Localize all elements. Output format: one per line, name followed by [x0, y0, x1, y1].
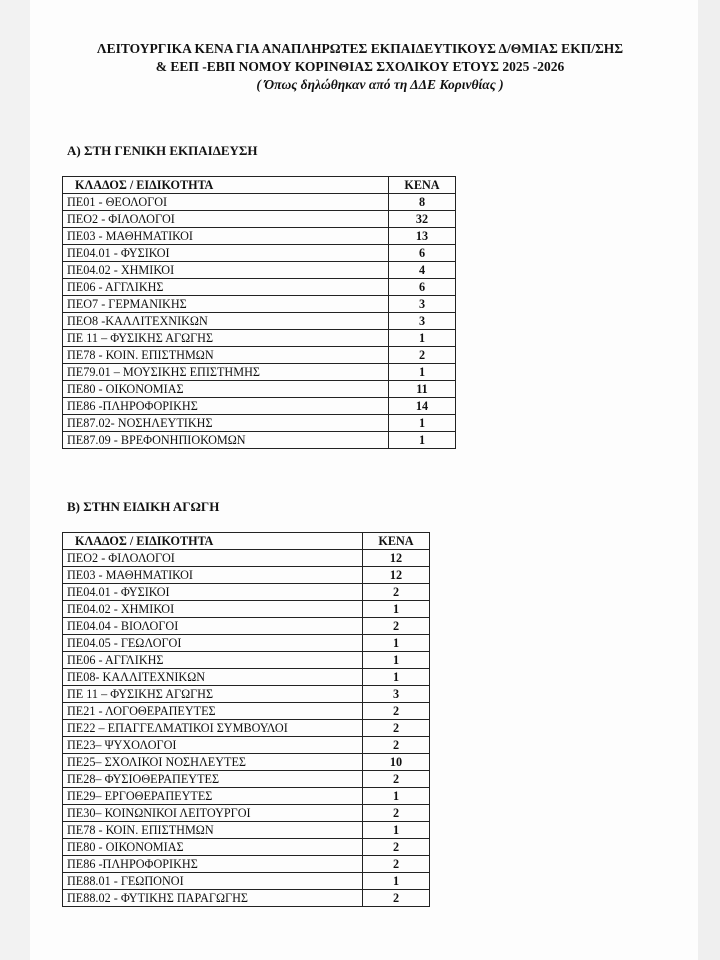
- vacancies-cell: 1: [389, 364, 456, 381]
- table-row: [63, 194, 456, 211]
- table-row: [63, 364, 456, 381]
- specialty-cell: ΠΕ86 -ΠΛΗΡΟΦΟΡΙΚΗΣ: [63, 856, 363, 873]
- table-row: [63, 737, 430, 754]
- table-row: [63, 567, 430, 584]
- vacancies-cell: 1: [363, 873, 430, 890]
- specialty-cell: ΠΕ30– ΚΟΙΝΩΝΙΚΟΙ ΛΕΙΤΟΥΡΓΟΙ: [63, 805, 363, 822]
- table-row: [63, 381, 456, 398]
- specialty-cell: ΠΕ01 - ΘΕΟΛΟΓΟΙ: [63, 194, 389, 211]
- table-row: [63, 584, 430, 601]
- specialty-cell: ΠΕ78 - ΚΟΙΝ. ΕΠΙΣΤΗΜΩΝ: [63, 822, 363, 839]
- specialty-cell: ΠΕ86 -ΠΛΗΡΟΦΟΡΙΚΗΣ: [63, 398, 389, 415]
- specialty-cell: ΠΕ22 – ΕΠΑΓΓΕΛΜΑΤΙΚΟΙ ΣΥΜΒΟΥΛΟΙ: [63, 720, 363, 737]
- specialty-cell: ΠΕ23– ΨΥΧΟΛΟΓΟΙ: [63, 737, 363, 754]
- vacancies-cell: 3: [363, 686, 430, 703]
- specialty-cell: ΠΕ06 - ΑΓΓΛΙΚΗΣ: [63, 652, 363, 669]
- header-line-3: ( Όπως δηλώθηκαν από τη ΔΔΕ Κορινθίας ): [256, 77, 504, 92]
- specialty-cell: ΠΕ21 - ΛΟΓΟΘΕΡΑΠΕΥΤΕΣ: [63, 703, 363, 720]
- table-row: [63, 652, 430, 669]
- vacancies-cell: 2: [363, 771, 430, 788]
- specialty-cell: ΠΕ 11 – ΦΥΣΙΚΗΣ ΑΓΩΓΗΣ: [63, 330, 389, 347]
- table-row: [63, 720, 430, 737]
- table-row: [63, 211, 456, 228]
- vacancies-cell: 1: [389, 432, 456, 449]
- vacancies-cell: 14: [389, 398, 456, 415]
- table-header-row: [63, 533, 430, 550]
- table-row: [63, 618, 430, 635]
- table-row: [63, 415, 456, 432]
- vacancies-cell: 6: [389, 279, 456, 296]
- vacancies-cell: 1: [363, 788, 430, 805]
- specialty-cell: ΠΕ28– ΦΥΣΙΟΘΕΡΑΠΕΥΤΕΣ: [63, 771, 363, 788]
- table-row: [63, 805, 430, 822]
- vacancies-cell: 2: [363, 618, 430, 635]
- vacancies-cell: 12: [363, 550, 430, 567]
- specialty-cell: ΠΕ03 - ΜΑΘΗΜΑΤΙΚΟΙ: [63, 228, 389, 245]
- specialty-cell: ΠΕΟ2 - ΦΙΛΟΛΟΓΟΙ: [63, 550, 363, 567]
- vacancies-cell: 3: [389, 313, 456, 330]
- specialty-cell: ΠΕ80 - ΟΙΚΟΝΟΜΙΑΣ: [63, 381, 389, 398]
- table-row: [63, 245, 456, 262]
- vacancies-cell: 1: [363, 652, 430, 669]
- table-row: [63, 771, 430, 788]
- specialty-cell: ΠΕ88.01 - ΓΕΩΠΟΝΟΙ: [63, 873, 363, 890]
- table-row: [63, 262, 456, 279]
- specialty-cell: ΠΕ25– ΣΧΟΛΙΚΟΙ ΝΟΣΗΛΕΥΤΕΣ: [63, 754, 363, 771]
- column-header-specialty: ΚΛΑΔΟΣ / ΕΙΔΙΚΟΤΗΤΑ: [63, 533, 363, 550]
- table-row: [63, 754, 430, 771]
- specialty-cell: ΠΕ03 - ΜΑΘΗΜΑΤΙΚΟΙ: [63, 567, 363, 584]
- column-header-specialty: ΚΛΑΔΟΣ / ΕΙΔΙΚΟΤΗΤΑ: [63, 177, 389, 194]
- special-education-table: [62, 532, 430, 907]
- table-row: [63, 330, 456, 347]
- general-education-table: [62, 176, 456, 449]
- vacancies-cell: 2: [363, 839, 430, 856]
- table-row: [63, 296, 456, 313]
- table-row: [63, 703, 430, 720]
- vacancies-cell: 2: [363, 737, 430, 754]
- vacancies-cell: 1: [363, 669, 430, 686]
- vacancies-cell: 2: [363, 856, 430, 873]
- table-header-row: [63, 177, 456, 194]
- vacancies-cell: 3: [389, 296, 456, 313]
- vacancies-cell: 2: [363, 805, 430, 822]
- vacancies-cell: 6: [389, 245, 456, 262]
- vacancies-cell: 32: [389, 211, 456, 228]
- specialty-cell: ΠΕ04.01 - ΦΥΣΙΚΟΙ: [63, 245, 389, 262]
- page-margin-right: [698, 0, 720, 960]
- table-row: [63, 550, 430, 567]
- specialty-cell: ΠΕ29– ΕΡΓΟΘΕΡΑΠΕΥΤΕΣ: [63, 788, 363, 805]
- specialty-cell: ΠΕ04.04 - ΒΙΟΛΟΓΟΙ: [63, 618, 363, 635]
- table-row: [63, 279, 456, 296]
- specialty-cell: ΠΕ04.05 - ΓΕΩΛΟΓΟΙ: [63, 635, 363, 652]
- vacancies-cell: 2: [363, 890, 430, 907]
- table-row: [63, 601, 430, 618]
- specialty-cell: ΠΕ06 - ΑΓΓΛΙΚΗΣ: [63, 279, 389, 296]
- specialty-cell: ΠΕ79.01 – ΜΟΥΣΙΚΗΣ ΕΠΙΣΤΗΜΗΣ: [63, 364, 389, 381]
- table-row: [63, 313, 456, 330]
- vacancies-cell: 12: [363, 567, 430, 584]
- document-header: [40, 40, 680, 94]
- specialty-cell: ΠΕΟ2 - ΦΙΛΟΛΟΓΟΙ: [63, 211, 389, 228]
- vacancies-cell: 2: [363, 584, 430, 601]
- specialty-cell: ΠΕ08- ΚΑΛΛΙΤΕΧΝΙΚΩΝ: [63, 669, 363, 686]
- specialty-cell: ΠΕΟ8 -ΚΑΛΛΙΤΕΧΝΙΚΩΝ: [63, 313, 389, 330]
- vacancies-cell: 8: [389, 194, 456, 211]
- vacancies-cell: 11: [389, 381, 456, 398]
- table-row: [63, 398, 456, 415]
- table-row: [63, 347, 456, 364]
- table-row: [63, 228, 456, 245]
- vacancies-cell: 13: [389, 228, 456, 245]
- header-line-1: ΛΕΙΤΟΥΡΓΙΚΑ ΚΕΝΑ ΓΙΑ ΑΝΑΠΛΗΡΩΤΕΣ ΕΚΠΑΙΔΕΥΤΙΚΟΥΣ Δ/ΘΜΙΑΣ ΕΚΠ/ΣΗΣ: [96, 41, 624, 56]
- table-row: [63, 788, 430, 805]
- vacancies-cell: 10: [363, 754, 430, 771]
- vacancies-cell: 1: [389, 415, 456, 432]
- table-row: [63, 856, 430, 873]
- vacancies-cell: 4: [389, 262, 456, 279]
- specialty-cell: ΠΕ87.02- ΝΟΣΗΛΕΥΤΙΚΗΣ: [63, 415, 389, 432]
- page-margin-left: [0, 0, 30, 960]
- table-row: [63, 669, 430, 686]
- table-row: [63, 890, 430, 907]
- column-header-vacancies: ΚΕΝΑ: [363, 533, 430, 550]
- table-row: [63, 635, 430, 652]
- vacancies-cell: 1: [363, 822, 430, 839]
- specialty-cell: ΠΕ88.02 - ΦΥΤΙΚΗΣ ΠΑΡΑΓΩΓΗΣ: [63, 890, 363, 907]
- specialty-cell: ΠΕ78 - ΚΟΙΝ. ΕΠΙΣΤΗΜΩΝ: [63, 347, 389, 364]
- specialty-cell: ΠΕ80 - ΟΙΚΟΝΟΜΙΑΣ: [63, 839, 363, 856]
- section-a-title: Α) ΣΤΗ ΓΕΝΙΚΗ ΕΚΠΑΙΔΕΥΣΗ: [67, 143, 258, 158]
- header-line-2: & ΕΕΠ -ΕΒΠ ΝΟΜΟΥ ΚΟΡΙΝΘΙΑΣ ΣΧΟΛΙΚΟΥ ΕΤΟΥΣ 2025 -2026: [155, 59, 565, 74]
- specialty-cell: ΠΕ04.02 - ΧΗΜΙΚΟΙ: [63, 601, 363, 618]
- table-row: [63, 432, 456, 449]
- vacancies-cell: 1: [389, 330, 456, 347]
- specialty-cell: ΠΕ87.09 - ΒΡΕΦΟΝΗΠΙΟΚΟΜΩΝ: [63, 432, 389, 449]
- table-row: [63, 686, 430, 703]
- vacancies-cell: 2: [389, 347, 456, 364]
- table-row: [63, 873, 430, 890]
- table-row: [63, 839, 430, 856]
- table-row: [63, 822, 430, 839]
- column-header-vacancies: ΚΕΝΑ: [389, 177, 456, 194]
- vacancies-cell: 2: [363, 720, 430, 737]
- specialty-cell: ΠΕΟ7 - ΓΕΡΜΑΝΙΚΗΣ: [63, 296, 389, 313]
- specialty-cell: ΠΕ04.02 - ΧΗΜΙΚΟΙ: [63, 262, 389, 279]
- vacancies-cell: 2: [363, 703, 430, 720]
- section-b-title: Β) ΣΤΗΝ ΕΙΔΙΚΗ ΑΓΩΓΗ: [67, 499, 220, 514]
- specialty-cell: ΠΕ 11 – ΦΥΣΙΚΗΣ ΑΓΩΓΗΣ: [63, 686, 363, 703]
- specialty-cell: ΠΕ04.01 - ΦΥΣΙΚΟΙ: [63, 584, 363, 601]
- vacancies-cell: 1: [363, 601, 430, 618]
- vacancies-cell: 1: [363, 635, 430, 652]
